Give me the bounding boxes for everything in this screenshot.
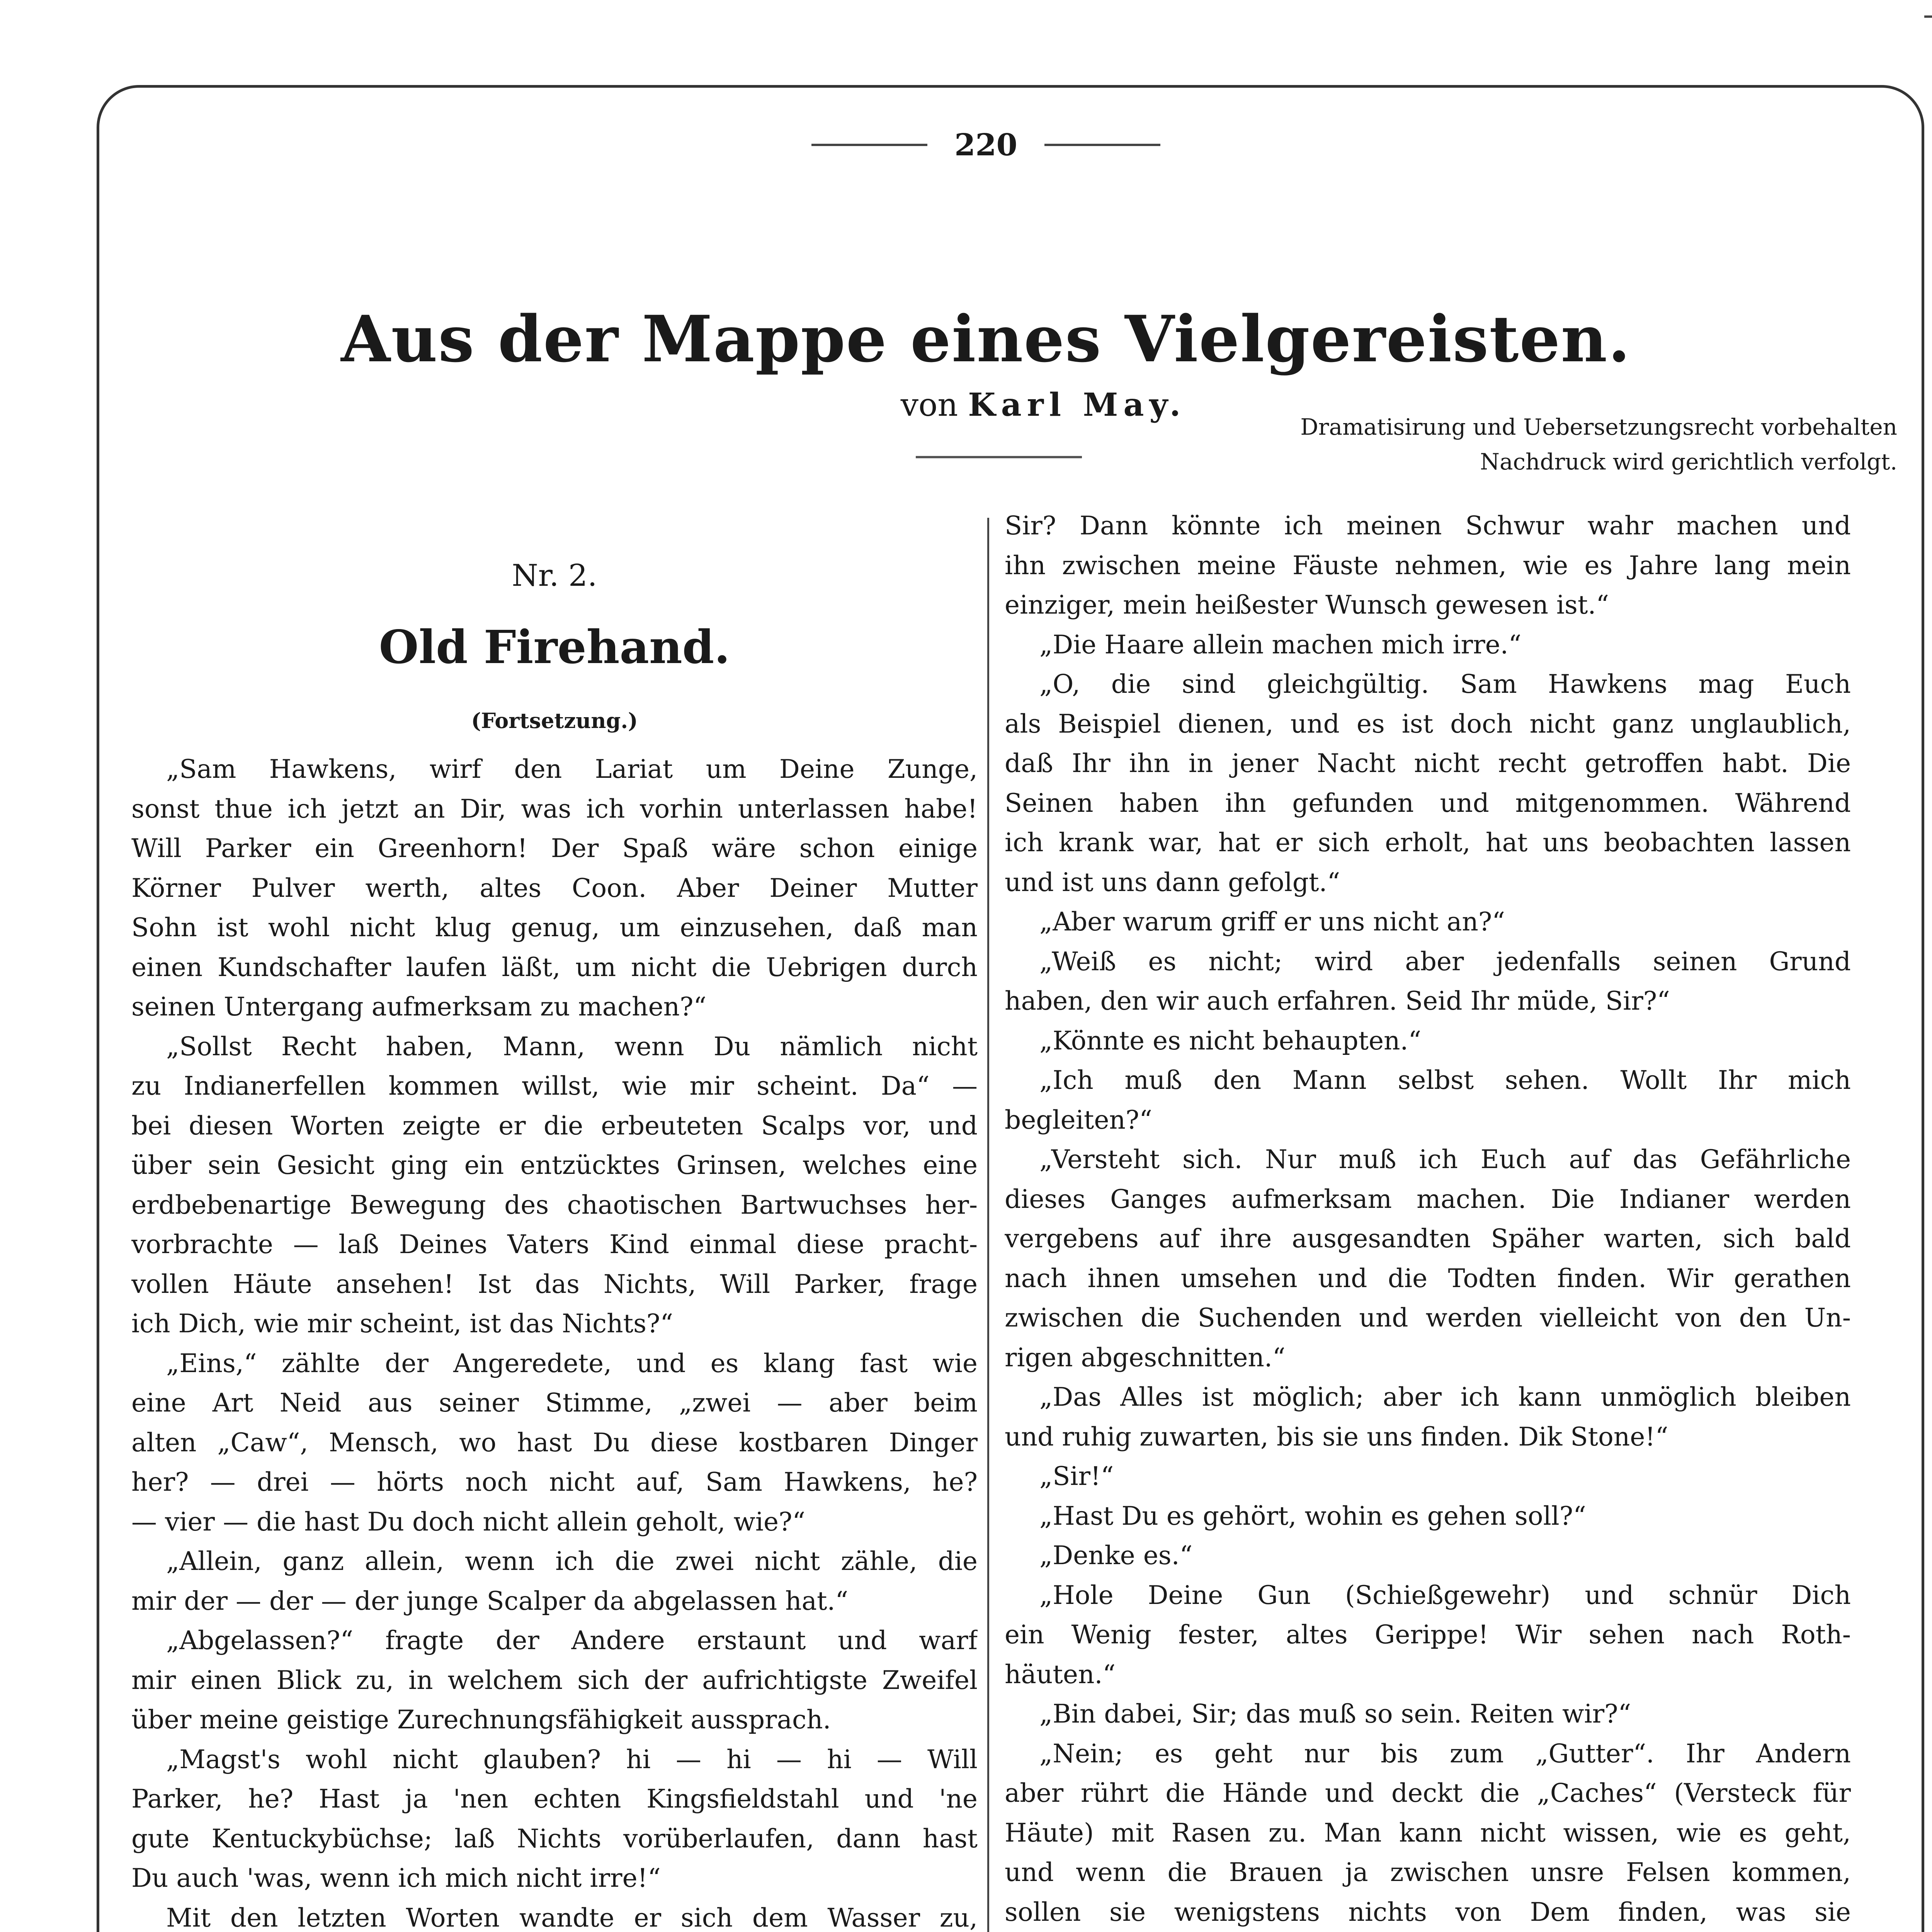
text-line: ihn zwischen meine Fäuste nehmen, wie es Jahre lang mein: [1005, 550, 1851, 580]
text-line: Seinen haben ihn gefunden und mitgenommen. Während: [1005, 788, 1851, 818]
text-line: und wenn die Brauen ja zwischen unsre Felsen kommen,: [1005, 1857, 1851, 1887]
text-line: Sir? Dann könnte ich meinen Schwur wahr machen und: [1005, 511, 1851, 541]
text-line: Körner Pulver werth, altes Coon. Aber Deiner Mutter: [131, 873, 978, 903]
text-line: vergebens auf ihre ausgesandten Späher warten, sich bald: [1005, 1224, 1851, 1253]
left-column: [131, 506, 978, 1932]
text-line: „Abgelassen?“ fragte der Andere erstaunt und warf: [166, 1626, 978, 1655]
text-line: und ruhig zuwarten, bis sie uns finden. Dik Stone!“: [1005, 1422, 1668, 1452]
left-column-text: [131, 750, 978, 1932]
text-line: — vier — die hast Du doch nicht allein geholt, wie?“: [131, 1507, 806, 1537]
text-line: bei diesen Worten zeigte er die erbeuteten Scalps vor, und: [131, 1111, 978, 1141]
text-line: „Denke es.“: [1039, 1541, 1193, 1570]
text-line: vollen Häute ansehen! Ist das Nichts, Will Parker, frage: [131, 1269, 978, 1299]
text-line: daß Ihr ihn in jener Nacht nicht recht getroffen habt. Die: [1005, 748, 1851, 778]
text-line: begleiten?“: [1005, 1105, 1153, 1135]
section-number: Nr. 2.: [512, 558, 597, 593]
text-line: „Könnte es nicht behaupten.“: [1039, 1026, 1422, 1056]
text-line: „Hole Deine Gun (Schießgewehr) und schnür Dich: [1039, 1580, 1851, 1610]
title-rule: [916, 456, 1082, 458]
article-title: Aus der Mappe eines Vielgereisten.: [341, 301, 1631, 376]
text-line: „Sir!“: [1039, 1461, 1114, 1491]
story-title: Old Firehand.: [379, 620, 730, 674]
text-line: und ist uns dann gefolgt.“: [1005, 867, 1340, 897]
corner-rule: [1924, 0, 1932, 18]
byline: [811, 386, 1275, 423]
text-line: als Beispiel dienen, und es ist doch nicht ganz unglaublich,: [1005, 709, 1851, 739]
text-line: gute Kentuckybüchse; laß Nichts vorüberlaufen, dann hast: [131, 1823, 978, 1854]
continuation-note: (Fortsetzung.): [471, 708, 638, 733]
text-line: dieses Ganges aufmerksam machen. Die Indianer werden: [1005, 1184, 1851, 1214]
text-line: „O, die sind gleichgültig. Sam Hawkens mag Euch: [1039, 669, 1851, 699]
header-dash-right: [1044, 144, 1160, 146]
text-line: über meine geistige Zurechnungsfähigkeit aussprach.: [131, 1705, 831, 1735]
text-line: häuten.“: [1005, 1659, 1116, 1689]
text-line: „Sollst Recht haben, Mann, wenn Du nämlich nicht: [166, 1031, 978, 1061]
text-line: ein Wenig fester, altes Gerippe! Wir sehen nach Roth-: [1005, 1620, 1851, 1650]
rights-line: Nachdruck wird gerichtlich verfolgt.: [1480, 449, 1897, 475]
text-line: zu Indianerfellen kommen willst, wie mir scheint. Da“ —: [131, 1071, 978, 1101]
text-line: „Eins,“ zählte der Angeredete, und es klang fast wie: [166, 1348, 978, 1378]
text-line: aber rührt die Hände und deckt die „Caches“ (Versteck für: [1005, 1778, 1851, 1808]
text-line: her? — drei — hörts noch nicht auf, Sam Hawkens, he?: [131, 1467, 978, 1497]
text-line: alten „Caw“, Mensch, wo hast Du diese kostbaren Dinger: [131, 1427, 978, 1458]
byline-prefix: von: [900, 387, 958, 423]
text-line: vorbrachte — laß Deines Vaters Kind einmal diese pracht-: [131, 1230, 978, 1259]
text-line: ich Dich, wie mir scheint, ist das Nichts?“: [131, 1309, 673, 1338]
text-line: „Versteht sich. Nur muß ich Euch auf das Gefährliche: [1039, 1145, 1851, 1174]
text-line: seinen Untergang aufmerksam zu machen?“: [131, 992, 707, 1022]
column-divider: [987, 518, 989, 1932]
rights-line: Dramatisirung und Uebersetzungsrecht vorbehalten: [1300, 414, 1897, 440]
page-header: [0, 120, 1932, 170]
text-line: Parker, he? Hast ja 'nen echten Kingsfieldstahl und 'ne: [131, 1784, 978, 1814]
text-line: Du auch 'was, wenn ich mich nicht irre!“: [131, 1863, 661, 1893]
text-line: nach ihnen umsehen und die Todten finden. Wir gerathen: [1005, 1263, 1851, 1293]
text-line: über sein Gesicht ging ein entzücktes Grinsen, welches eine: [131, 1150, 978, 1180]
text-line: „Magst's wohl nicht glauben? hi — hi — hi — Will: [166, 1744, 978, 1774]
text-line: „Weiß es nicht; wird aber jedenfalls seinen Grund: [1039, 946, 1851, 976]
text-line: „Sam Hawkens, wirf den Lariat um Deine Zunge,: [166, 754, 978, 784]
text-line: „Ich muß den Mann selbst sehen. Wollt Ihr mich: [1039, 1065, 1851, 1095]
author-name: Karl May.: [968, 386, 1186, 423]
text-line: „Aber warum griff er uns nicht an?“: [1039, 907, 1505, 937]
right-column-text: [1005, 506, 1851, 1932]
header-dash-left: [811, 144, 927, 146]
text-line: „Allein, ganz allein, wenn ich die zwei nicht zähle, die: [166, 1546, 978, 1576]
text-line: eine Art Neid aus seiner Stimme, „zwei — aber beim: [131, 1388, 978, 1418]
right-column: [1005, 506, 1851, 1932]
text-line: rigen abgeschnitten.“: [1005, 1342, 1286, 1372]
text-line: „Hast Du es gehört, wohin es gehen soll?“: [1039, 1501, 1586, 1531]
text-line: mir einen Blick zu, in welchem sich der aufrichtigste Zweifel: [131, 1665, 978, 1695]
text-line: Will Parker ein Greenhorn! Der Spaß wäre schon einige: [131, 833, 978, 863]
text-line: Häute) mit Rasen zu. Man kann nicht wissen, wie es geht,: [1005, 1818, 1851, 1848]
text-line: sonst thue ich jetzt an Dir, was ich vorhin unterlassen habe!: [131, 794, 978, 824]
text-line: einen Kundschafter laufen läßt, um nicht die Uebrigen durch: [131, 952, 978, 982]
text-line: „Die Haare allein machen mich irre.“: [1039, 629, 1522, 660]
text-line: Mit den letzten Worten wandte er sich dem Wasser zu,: [166, 1903, 978, 1932]
text-line: erdbebenartige Bewegung des chaotischen Bartwuchses her-: [131, 1190, 978, 1220]
text-line: ich krank war, hat er sich erholt, hat uns beobachten lassen: [1005, 828, 1851, 857]
rights-notice: [1256, 410, 1897, 479]
text-line: sollen sie wenigstens nichts von Dem finden, was sie: [1005, 1897, 1851, 1927]
text-line: haben, den wir auch erfahren. Seid Ihr müde, Sir?“: [1005, 986, 1670, 1016]
text-line: zwischen die Suchenden und werden vielleicht von den Un-: [1005, 1303, 1851, 1333]
page-number: 220: [954, 127, 1017, 163]
text-line: „Bin dabei, Sir; das muß so sein. Reiten wir?“: [1039, 1699, 1631, 1729]
text-line: einziger, mein heißester Wunsch gewesen ist.“: [1005, 590, 1609, 620]
text-line: „Nein; es geht nur bis zum „Gutter“. Ihr Andern: [1039, 1738, 1851, 1769]
text-line: Sohn ist wohl nicht klug genug, um einzusehen, daß man: [131, 913, 978, 942]
text-line: mir der — der — der junge Scalper da abgelassen hat.“: [131, 1586, 849, 1616]
text-line: „Das Alles ist möglich; aber ich kann unmöglich bleiben: [1039, 1382, 1851, 1412]
